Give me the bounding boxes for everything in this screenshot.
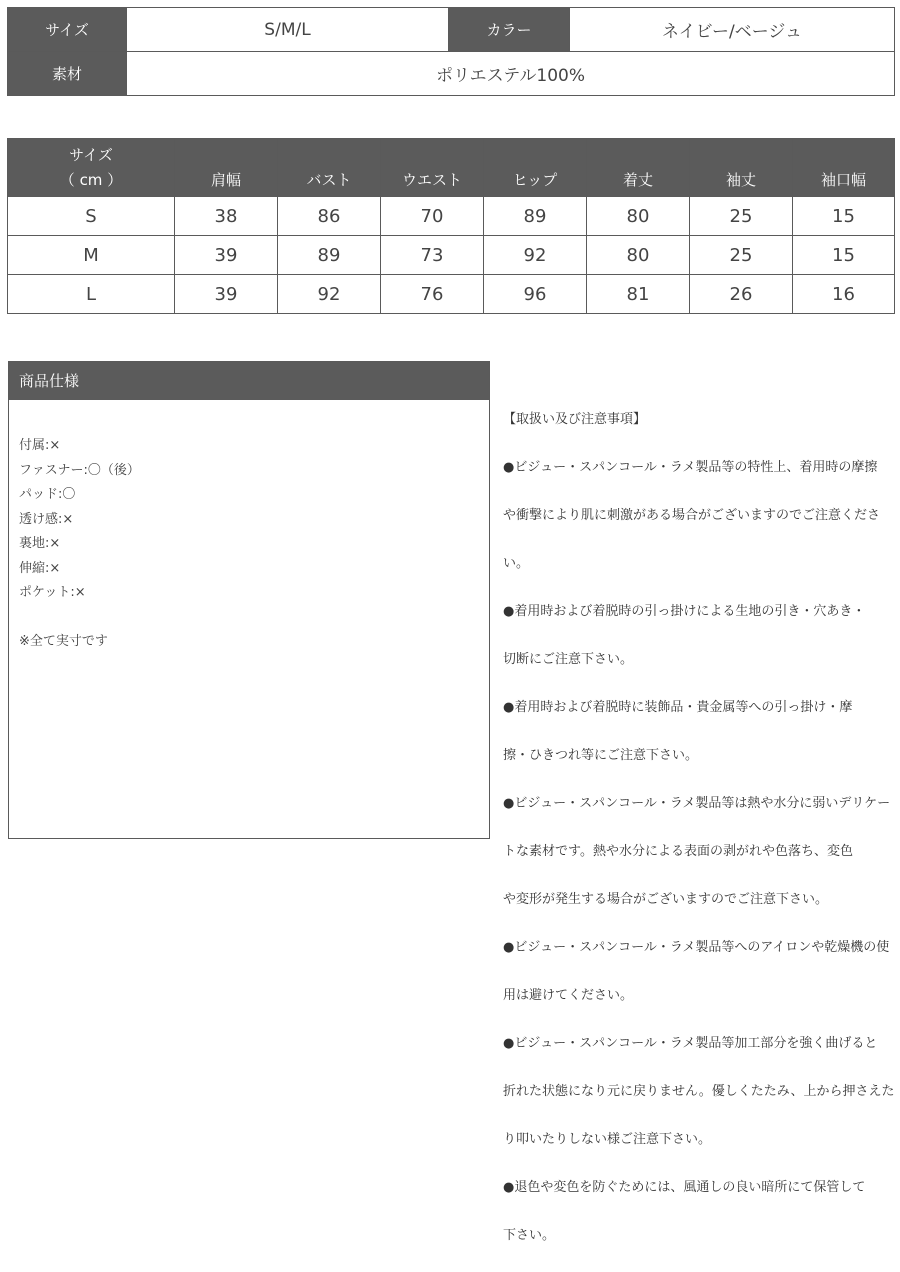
- color-value: ネイビー/ベージュ: [570, 8, 895, 52]
- table-cell: 89: [484, 197, 587, 236]
- care-line: 用は避けてください。: [503, 988, 634, 1003]
- care-line: や衝撃により肌に刺激がある場合がございますのでご注意くださ: [503, 508, 881, 523]
- info-row-material: [8, 52, 895, 96]
- table-cell: 25: [690, 236, 793, 275]
- table-cell: 80: [587, 236, 690, 275]
- table-cell: 39: [175, 236, 278, 275]
- table-row-m: [8, 236, 895, 275]
- size-chart-header-row: [8, 139, 895, 197]
- measurement-note: ※全て実寸です: [19, 634, 108, 649]
- care-line: ●着用時および着脱時の引っ掛けによる生地の引き・穴あき・: [503, 604, 866, 619]
- care-line: や変形が発生する場合がございますのでご注意下さい。: [503, 892, 829, 907]
- care-line: ●ビジュー・スパンコール・ラメ製品等の特性上、着用時の摩擦: [503, 460, 878, 475]
- care-line: トな素材です。熱や水分による表面の剥がれや色落ち、変色: [503, 844, 853, 859]
- table-row-l: [8, 275, 895, 314]
- list-item: 付属:×: [19, 438, 61, 453]
- corner-size-label: サイズ: [69, 145, 113, 164]
- care-line: ●ビジュー・スパンコール・ラメ製品等は熱や水分に弱いデリケー: [503, 796, 891, 811]
- header-bust: バスト: [278, 139, 381, 197]
- table-cell: 70: [381, 197, 484, 236]
- list-item: パッド:〇: [19, 487, 76, 502]
- material-value: ポリエステル100%: [127, 52, 895, 96]
- header-waist: ウエスト: [381, 139, 484, 197]
- care-line: ●着用時および着脱時に装飾品・貴金属等への引っ掛け・摩: [503, 700, 853, 715]
- list-item: ファスナー:〇（後）: [19, 462, 140, 478]
- row-size-label: M: [8, 236, 175, 275]
- table-cell: 15: [793, 197, 895, 236]
- header-shoulder: 肩幅: [175, 139, 278, 197]
- product-info-table: [7, 7, 895, 96]
- table-cell: 25: [690, 197, 793, 236]
- product-spec-title: 商品仕様: [9, 362, 489, 400]
- table-cell: 15: [793, 236, 895, 275]
- table-cell: 80: [587, 197, 690, 236]
- size-value: S/M/L: [127, 8, 449, 52]
- table-cell: 89: [278, 236, 381, 275]
- table-cell: 39: [175, 275, 278, 314]
- table-cell: 96: [484, 275, 587, 314]
- list-item: 裏地:×: [19, 536, 61, 551]
- header-sleeve-length: 袖丈: [690, 139, 793, 197]
- color-label: カラー: [449, 8, 570, 52]
- care-line: 折れた状態になり元に戻りません。優しくたたみ、上から押さえた: [503, 1084, 895, 1099]
- row-size-label: S: [8, 197, 175, 236]
- care-line: り叩いたりしない様ご注意下さい。: [503, 1132, 712, 1147]
- care-line: ●退色や変色を防ぐためには、風通しの良い暗所にて保管して: [503, 1180, 866, 1195]
- table-cell: 38: [175, 197, 278, 236]
- table-cell: 73: [381, 236, 484, 275]
- product-spec-panel: [8, 361, 490, 839]
- table-cell: 92: [484, 236, 587, 275]
- header-cuff-width: 袖口幅: [793, 139, 895, 197]
- care-line: 切断にご注意下さい。: [503, 652, 634, 667]
- list-item: 伸縮:×: [19, 560, 61, 576]
- care-line: 擦・ひきつれ等にご注意下さい。: [503, 748, 699, 763]
- table-cell: 16: [793, 275, 895, 314]
- care-instructions: [503, 384, 895, 1272]
- care-line: ●ビジュー・スパンコール・ラメ製品等へのアイロンや乾燥機の使: [503, 940, 890, 955]
- table-cell: 76: [381, 275, 484, 314]
- care-line: い。: [503, 556, 530, 571]
- product-spec-list: [19, 434, 140, 606]
- list-item: 透け感:×: [19, 511, 74, 527]
- table-row-s: [8, 197, 895, 236]
- header-length: 着丈: [587, 139, 690, 197]
- size-label: サイズ: [8, 8, 127, 52]
- care-line: ●ビジュー・スパンコール・ラメ製品等加工部分を強く曲げると: [503, 1036, 878, 1051]
- table-cell: 81: [587, 275, 690, 314]
- size-chart-corner-header: [8, 139, 175, 197]
- corner-unit-label: （ cm ）: [59, 170, 123, 189]
- table-cell: 86: [278, 197, 381, 236]
- row-size-label: L: [8, 275, 175, 314]
- info-row-size-color: [8, 8, 895, 52]
- size-chart-table: [7, 138, 895, 314]
- care-line: 下さい。: [503, 1228, 556, 1243]
- table-cell: 26: [690, 275, 793, 314]
- list-item: ポケット:×: [19, 585, 86, 600]
- header-hip: ヒップ: [484, 139, 587, 197]
- table-cell: 92: [278, 275, 381, 314]
- care-title: 【取扱い及び注意事項】: [503, 412, 647, 427]
- material-label: 素材: [8, 52, 127, 96]
